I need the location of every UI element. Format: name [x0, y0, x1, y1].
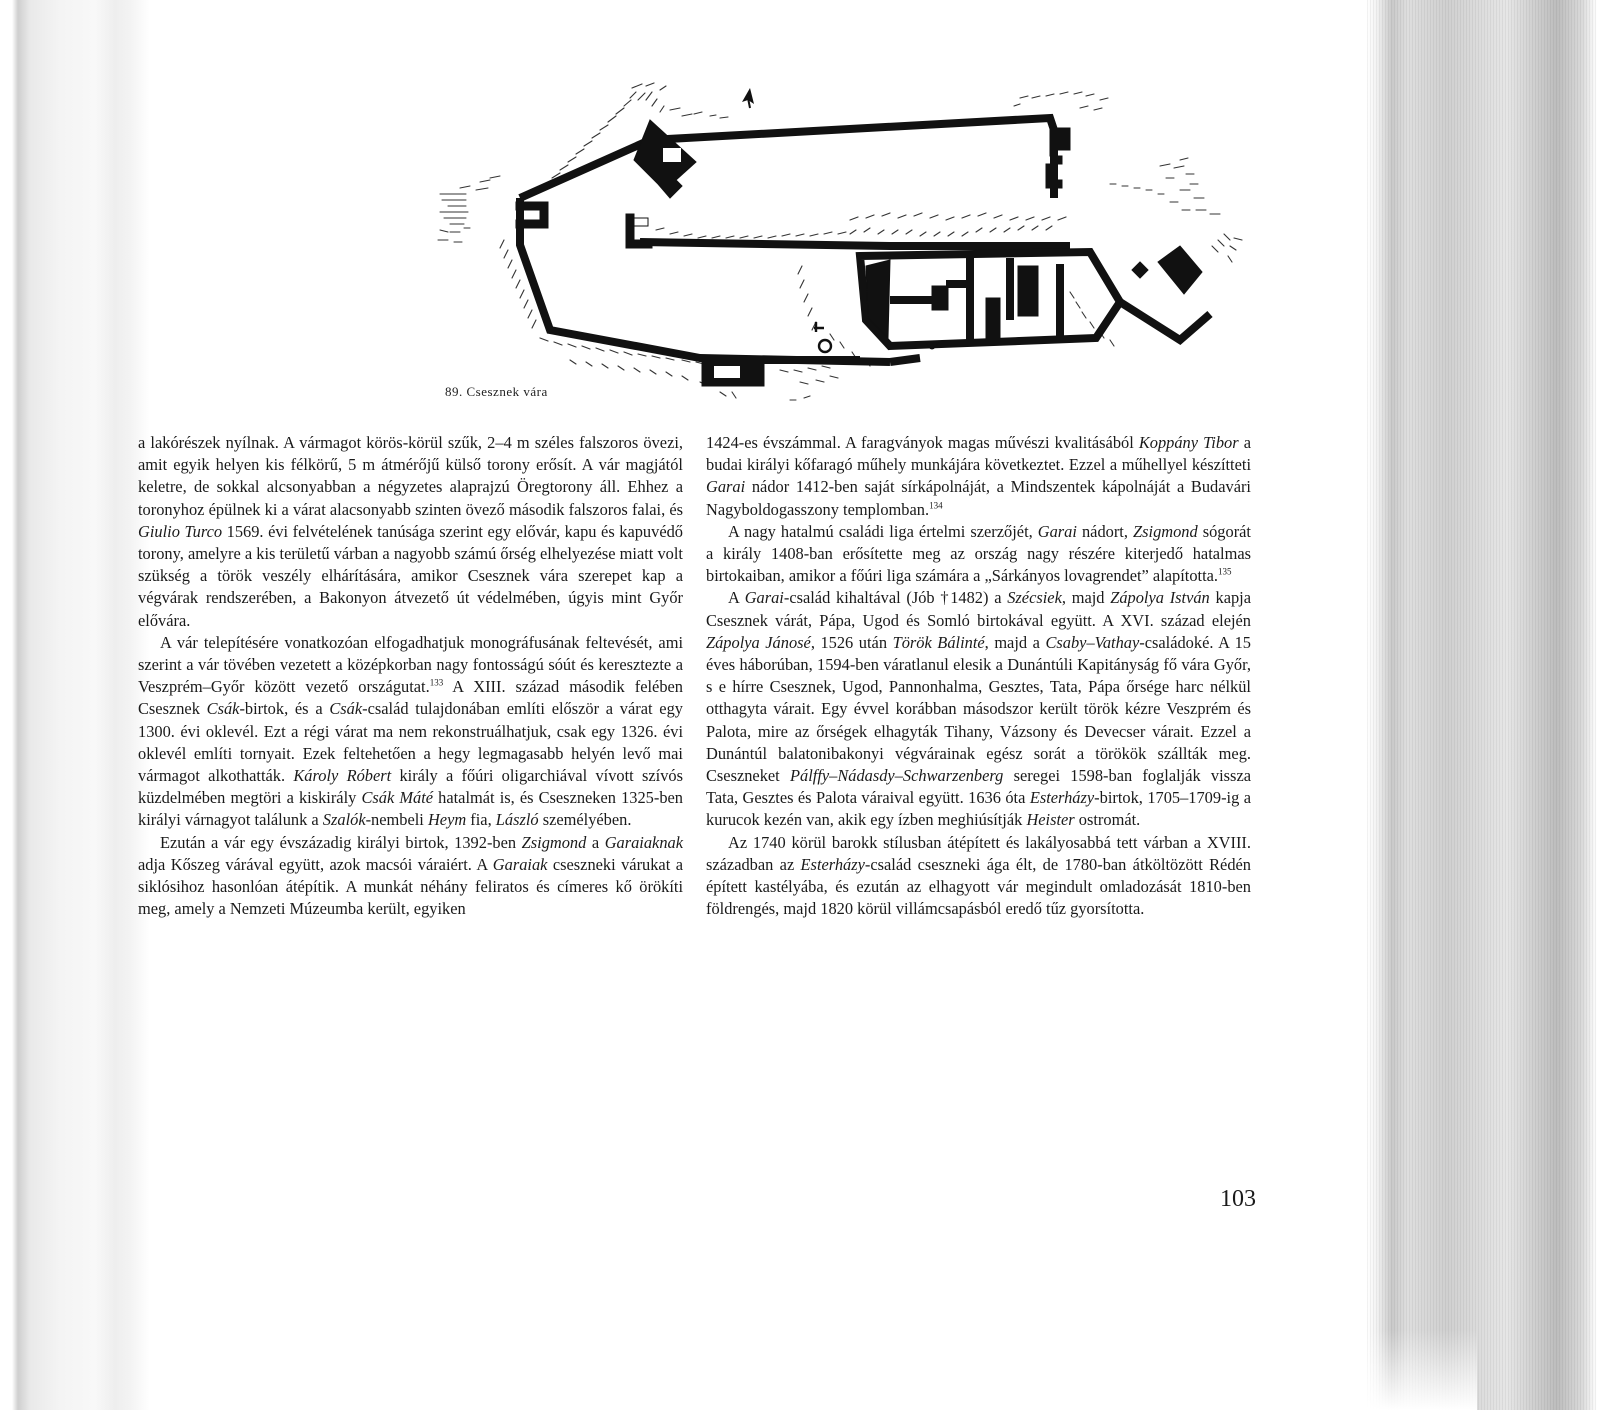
text-run: sógorát a király 1408-ban erősítette meg az ország nagy részére kiterjedő hatalmas birtokaiban, amikor a főúri liga számára a „Sárkányos lovagrendet” alapította. [706, 521, 1251, 586]
castle-walls [520, 118, 1210, 362]
text-run: A [728, 588, 745, 608]
italic-name: Pálffy–Nádasdy–Schwarzenberg [790, 766, 1004, 786]
north-arrow-icon [742, 88, 754, 108]
page-number: 103 [1220, 1186, 1256, 1212]
figure-caption: 89. Csesznek vára [445, 384, 548, 399]
paragraph-p2 [138, 632, 683, 832]
castle-details [814, 322, 831, 352]
text-run: csesznek​i várukat a siklósihoz hasonlóan átépítik. A munkát néhány feliratos és címeres kő örökíti meg, amely a Nemzeti Múzeumba került, egyiken [138, 854, 683, 919]
italic-name: Esterházy [1029, 788, 1095, 808]
text-run: seregei 1598-ban foglalják vissza Tata, Gesztes és Palota váraival együtt. 1636 óta [706, 766, 1251, 808]
page-stack-fade [1367, 0, 1477, 1410]
paragraph-p3 [138, 832, 683, 921]
italic-name: Heister [1026, 810, 1075, 830]
text-run: -családoké. A 15 éves háborúban, 1594-ben váratlanul elesik a Dunántúli Kapitányság fő vára Győr, s e hírre Csesznek, Ugod, Pannonhalma, Gesztes, Tata, Pápa őrsége harc nélkül otthagyta várait. Egy évvel korábban másodszor került török kézre Veszprém és Palota, mire az őrségek elhagyták Tihany, Vázsony és Devecser várait. Ezzel a Dunántúl balatonibakonyi végvárainak egész sorát a törökök szállták meg. Csesznek​et [706, 632, 1251, 786]
italic-name: Esterházy [800, 854, 865, 874]
footnote-ref: 133 [429, 677, 444, 688]
italic-name: Zápolya Jánosé [706, 632, 811, 652]
paragraph-p6 [706, 587, 1251, 831]
text-run: a [586, 832, 605, 852]
text-run: A nagy hatalmú családi liga értelmi szerzőjét, [728, 521, 1038, 541]
italic-name: Csák Máté [361, 788, 434, 808]
text-run: A vár telepítésére vonatkozóan elfogadhatjuk monográfusának feltevését, ami szerint a vár tövében vezetett a középkorban nagy fontosságú sóút és keresztezte a Veszprém–Győr között vezető országutat. [138, 632, 683, 697]
italic-name: Zápolya István [1110, 588, 1210, 608]
italic-name: Garai [706, 477, 746, 497]
italic-name: Szalók [322, 810, 366, 830]
italic-name: Garai [1037, 521, 1077, 541]
italic-name: Károly Róbert [293, 766, 392, 786]
paragraph-p5 [706, 521, 1251, 588]
text-run: -család csesznek​i ága élt, de 1780-ban átköltözött Rédén épített kastélyába, és ezután az elhagyott vár megindult omladozását 1810-ben földrengés, majd 1820 körül villámcsapásból eredő tűz gyorsította. [706, 854, 1251, 919]
text-run: -család tulajdonában említi először a várat egy 1300. évi oklevél. Ezt a régi várat ma nem rekonstruálhatjuk, csak egy 1326. évi oklevél említi tornyait. Ezek feltehetően a hegy legmagasabb helyén levő mai vármagot alkothatták. [138, 699, 683, 786]
italic-name: Zsigmond [521, 832, 587, 852]
text-run: fia, [466, 810, 496, 830]
italic-name: Csák [329, 699, 363, 719]
footnote-ref: 134 [929, 500, 943, 511]
text-run: király a főúri oligarchiával vívott szívós küzdelmében megtöri a kiskirály [138, 766, 683, 808]
paragraph-p4 [706, 432, 1251, 521]
text-run: ostromát. [1074, 810, 1141, 830]
text-run: , 1526 után [810, 632, 893, 652]
text-run: nádor 1412-ben saját sírkápolnáját, a Mindszentek kápolnáját a Budavári Nagyboldogasszony templomban. [706, 477, 1251, 519]
castle-plan-figure [420, 70, 1260, 410]
italic-name: Zsigmond [1133, 521, 1198, 541]
italic-name: Csák [206, 699, 240, 719]
text-run: -nembeli [365, 810, 428, 830]
italic-name: Giulio Turco [138, 521, 223, 541]
italic-name: Szécsiek [1007, 588, 1062, 608]
text-run: Ezután a vár egy évszázadig királyi birtok, 1392-ben [160, 832, 522, 852]
italic-name: Garaiak [492, 854, 548, 874]
book-binding-shadow [0, 0, 150, 1410]
text-run: 1424-es évszámmal. A faragványok magas művészi kvalitásából [706, 433, 1139, 452]
paragraph-p7 [706, 832, 1251, 921]
right-text-column [706, 432, 1251, 920]
footnote-ref: 135 [1218, 566, 1232, 577]
italic-name: Heym [427, 810, 467, 830]
paragraph-p1 [138, 432, 683, 632]
text-run: adja Kőszeg várával együtt, azok macsói váraiért. A [138, 854, 493, 874]
text-run: hatalmát is, és Cseszneken 1325-ben királyi várnagyot találunk a [138, 788, 683, 830]
italic-name: Koppány Tibor [1138, 433, 1239, 452]
text-run: -birtok, 1705–1709-ig a kurucok kezén van, akik egy ízben meghiúsítják [706, 788, 1251, 830]
text-run: Az 1740 körül barokk stílusban átépített és lakályosabbá tett várban a XVIII. században az [706, 832, 1251, 874]
text-run: nádort, [1076, 521, 1134, 541]
text-run: személyében. [538, 810, 632, 830]
italic-name: Csaby–Vathay [1045, 632, 1140, 652]
text-run: A XIII. század második felében Csesznek [138, 677, 683, 719]
text-run: kapja Csesznek várát, Pápa, Ugod és Somló birtokával együtt. A XVI. század elején [706, 588, 1251, 630]
italic-name: László [495, 810, 539, 830]
text-run: , majd a [984, 632, 1046, 652]
text-run: a lakórészek nyílnak. A vármagot körös-körül szűk, 2–4 m széles falszoros övezi, amit egyik helyen kis félkörű, 5 m átmérőjű külső torony erősít. A vár magjától keletre, de sokkal alcsonyabban a négyzetes alaprajzú Öregtorony áll. Ehhez a toronyhoz épülnek ki a várat alacsonyabb szinten övező második falszoros falai, és [138, 433, 683, 519]
text-run: a budai királyi kőfaragó műhely munkájára következtet. Ezzel a műhellyel készítteti [706, 433, 1251, 475]
text-run: 1569. évi felvételének tanúsága szerint egy elővár, kapu és kapuvédő torony, amelyre a kis területű várban a nagyobb számú őrség elhelyezése miatt volt szükség a török veszély elhárítására, amikor Csesznek vára szerepet kap a végvárak rendszerében, a Bakonyon átvezető út védelmében, úgyis mint Győr elővára. [138, 521, 683, 630]
left-text-column [138, 432, 683, 920]
text-run: -birtok, és a [239, 699, 330, 719]
italic-name: Garaiaknak [604, 832, 683, 852]
text-run: -család kihaltával (Jób †1482) a [783, 588, 1008, 608]
text-run: , majd [1061, 588, 1111, 608]
italic-name: Török Bálinté [892, 632, 985, 652]
italic-name: Garai [744, 588, 784, 608]
